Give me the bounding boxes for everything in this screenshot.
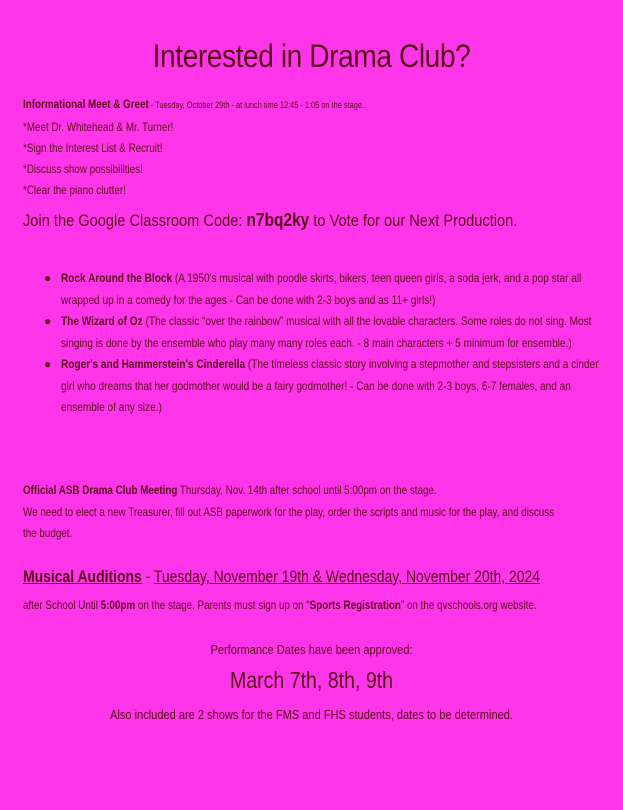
page-title: Interested in Drama Club? bbox=[152, 38, 471, 74]
performance-approved: Performance Dates have been approved: bbox=[210, 642, 413, 657]
show-description: (A 1950's musical with poodle skirts, bikers, teen queen girls, a soda jerk, and a pop star all wrapped up in a comedy for the ages - Can be done with 2-3 boys and as 11+ girls!) bbox=[61, 271, 582, 307]
meet-bullet: *Sign the Interest List & Recruit! bbox=[23, 141, 163, 155]
meet-greet-line bbox=[23, 97, 364, 111]
show-name: The Wizard of Oz bbox=[61, 314, 143, 328]
auditions-mid: on the stage. Parents must sign up on “ bbox=[135, 598, 310, 612]
classroom-prefix: Join the Google Classroom Code: bbox=[23, 211, 247, 230]
auditions-heading: Musical Auditions bbox=[23, 567, 142, 586]
show-item bbox=[44, 354, 604, 419]
show-list bbox=[44, 268, 604, 419]
auditions-sep: - bbox=[141, 567, 154, 586]
auditions-pre: after School Until bbox=[23, 598, 101, 612]
meet-bullet: *Clear the piano clutter! bbox=[23, 183, 126, 197]
show-item bbox=[44, 311, 604, 354]
bullet-dot-icon: ● bbox=[44, 357, 52, 371]
auditions-time: 5:00pm bbox=[100, 598, 136, 612]
meet-greet-detail: - Tuesday, October 29th - at lunch time 12:45 - 1:05 on the stage. bbox=[148, 100, 365, 110]
classroom-code: n7bq2ky bbox=[246, 210, 310, 230]
sports-registration: Sports Registration bbox=[309, 598, 401, 612]
auditions-detail bbox=[23, 598, 537, 612]
show-description: (The classic “over the rainbow” musical with all the lovable characters. Some roles do not sing. Most singing is done by the ensemble who play many many roles each. - 8 main characters + 5 minimum for ensemble.) bbox=[61, 314, 592, 350]
classroom-suffix: to Vote for our Next Production. bbox=[309, 211, 518, 230]
bullet-dot-icon: ● bbox=[44, 314, 52, 328]
bullet-dot-icon: ● bbox=[44, 271, 52, 285]
meet-greet-heading: Informational Meet & Greet bbox=[23, 97, 149, 111]
performance-dates: March 7th, 8th, 9th bbox=[229, 667, 394, 693]
auditions-post: ” on the qvschools.org website. bbox=[400, 598, 537, 612]
classroom-line bbox=[23, 210, 517, 231]
auditions-line bbox=[23, 567, 540, 587]
asb-meeting-line bbox=[23, 483, 437, 497]
asb-meeting-heading: Official ASB Drama Club Meeting bbox=[23, 483, 178, 497]
asb-meeting-text: the budget. bbox=[23, 526, 73, 540]
performance-also: Also included are 2 shows for the FMS and FHS students, dates to be determined. bbox=[110, 707, 513, 722]
show-name: Rock Around the Block bbox=[61, 271, 173, 285]
show-name: Roger's and Hammerstein's Cinderella bbox=[61, 357, 246, 371]
asb-meeting-text: We need to elect a new Treasurer, fill out ASB paperwork for the play, order the scripts and music for the play, and discuss bbox=[23, 505, 555, 519]
show-item bbox=[44, 268, 604, 311]
meet-bullet: *Discuss show possibilities! bbox=[23, 162, 143, 176]
auditions-dates: Tuesday, November 19th & Wednesday, November 20th, 2024 bbox=[153, 567, 541, 586]
meet-bullet: *Meet Dr. Whitehead & Mr. Turner! bbox=[23, 120, 174, 134]
show-description: (The timeless classic story involving a stepmother and stepsisters and a cinder girl who dreams that her godmother would be a fairy godmother! - Can be done with 2-3 boys, 6-7 females, and an ensemble of any size.) bbox=[61, 357, 599, 414]
asb-meeting-detail: Thursday, Nov. 14th after school until 5:00pm on the stage. bbox=[177, 483, 437, 497]
